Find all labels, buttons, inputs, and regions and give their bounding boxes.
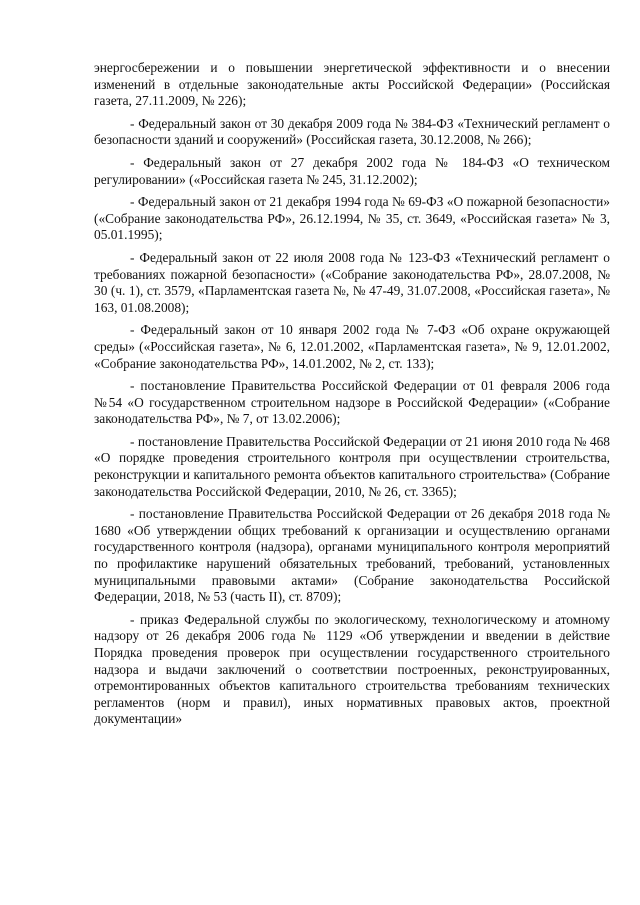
- paragraph-law-69: - Федеральный закон от 21 декабря 1994 года № 69-ФЗ «О пожарной безопасности» («Собрание законодательства РФ», 26.12.1994, № 35, ст. 3649, «Российская газета» № 3, 05.01.1995);: [94, 194, 610, 243]
- paragraph-decree-54: - постановление Правительства Российской Федерации от 01 февраля 2006 года №54 «О государственном строительном надзоре в Российской Федерации» («Собрание законодательства РФ», № 7, от 13.02.2006);: [94, 378, 610, 427]
- paragraph-law-7: - Федеральный закон от 10 января 2002 года № 7-ФЗ «Об охране окружающей среды» («Российская газета», № 6, 12.01.2002, «Парламентская газета», № 9, 12.01.2002, «Собрание законодательства РФ», 14.01.2002, № 2, ст. 133);: [94, 322, 610, 371]
- document-body: [94, 60, 610, 734]
- paragraph-law-184: - Федеральный закон от 27 декабря 2002 года № 184-ФЗ «О техническом регулировании» («Российская газета № 245, 31.12.2002);: [94, 154, 610, 187]
- paragraph-law-123: - Федеральный закон от 22 июля 2008 года № 123-ФЗ «Технический регламент о требованиях пожарной безопасности» («Собрание законодательства РФ», 28.07.2008, № 30 (ч. 1), ст. 3579, «Парламентская газета №, № 47-49, 31.07.2008, «Российская газета», № 163, 01.08.2008);: [94, 249, 610, 315]
- paragraph-order-1129: - приказ Федеральной службы по экологическому, технологическому и атомному надзору от 26 декабря 2006 года № 1129 «Об утверждении и введении в действие Порядка проведения проверок при осуществлении государственного строительного надзора и выдачи заключений о соответствии построенных, реконструированных, отремонтированных объектов капитального строительства требованиям технических регламентов (норм и правил), иных нормативных правовых актов, проектной документации»: [94, 611, 610, 727]
- paragraph-decree-468: - постановление Правительства Российской Федерации от 21 июня 2010 года № 468 «О порядке проведения строительного контроля при осуществлении строительства, реконструкции и капитального ремонта объектов капитального строительства» (Собрание законодательства Российской Федерации, 2010, № 26, ст. 3365);: [94, 433, 610, 499]
- paragraph-law-384: - Федеральный закон от 30 декабря 2009 года № 384-ФЗ «Технический регламент о безопасности зданий и сооружений» (Российская газета, 30.12.2008, № 266);: [94, 115, 610, 148]
- paragraph-decree-1680: - постановление Правительства Российской Федерации от 26 декабря 2018 года № 1680 «Об утверждении общих требований к организации и осуществлению органами государственного контроля (надзора), органами муниципального контроля мероприятий по профилактике нарушений обязательных требований, требований, установленных муниципальными правовыми актами» (Собрание законодательства Российской Федерации, 2018, № 53 (часть II), ст. 8709);: [94, 506, 610, 605]
- paragraph-continuation: энергосбережении и о повышении энергетической эффективности и о внесении изменений в отдельные законодательные акты Российской Федерации» (Российская газета, 27.11.2009, № 226);: [94, 60, 610, 109]
